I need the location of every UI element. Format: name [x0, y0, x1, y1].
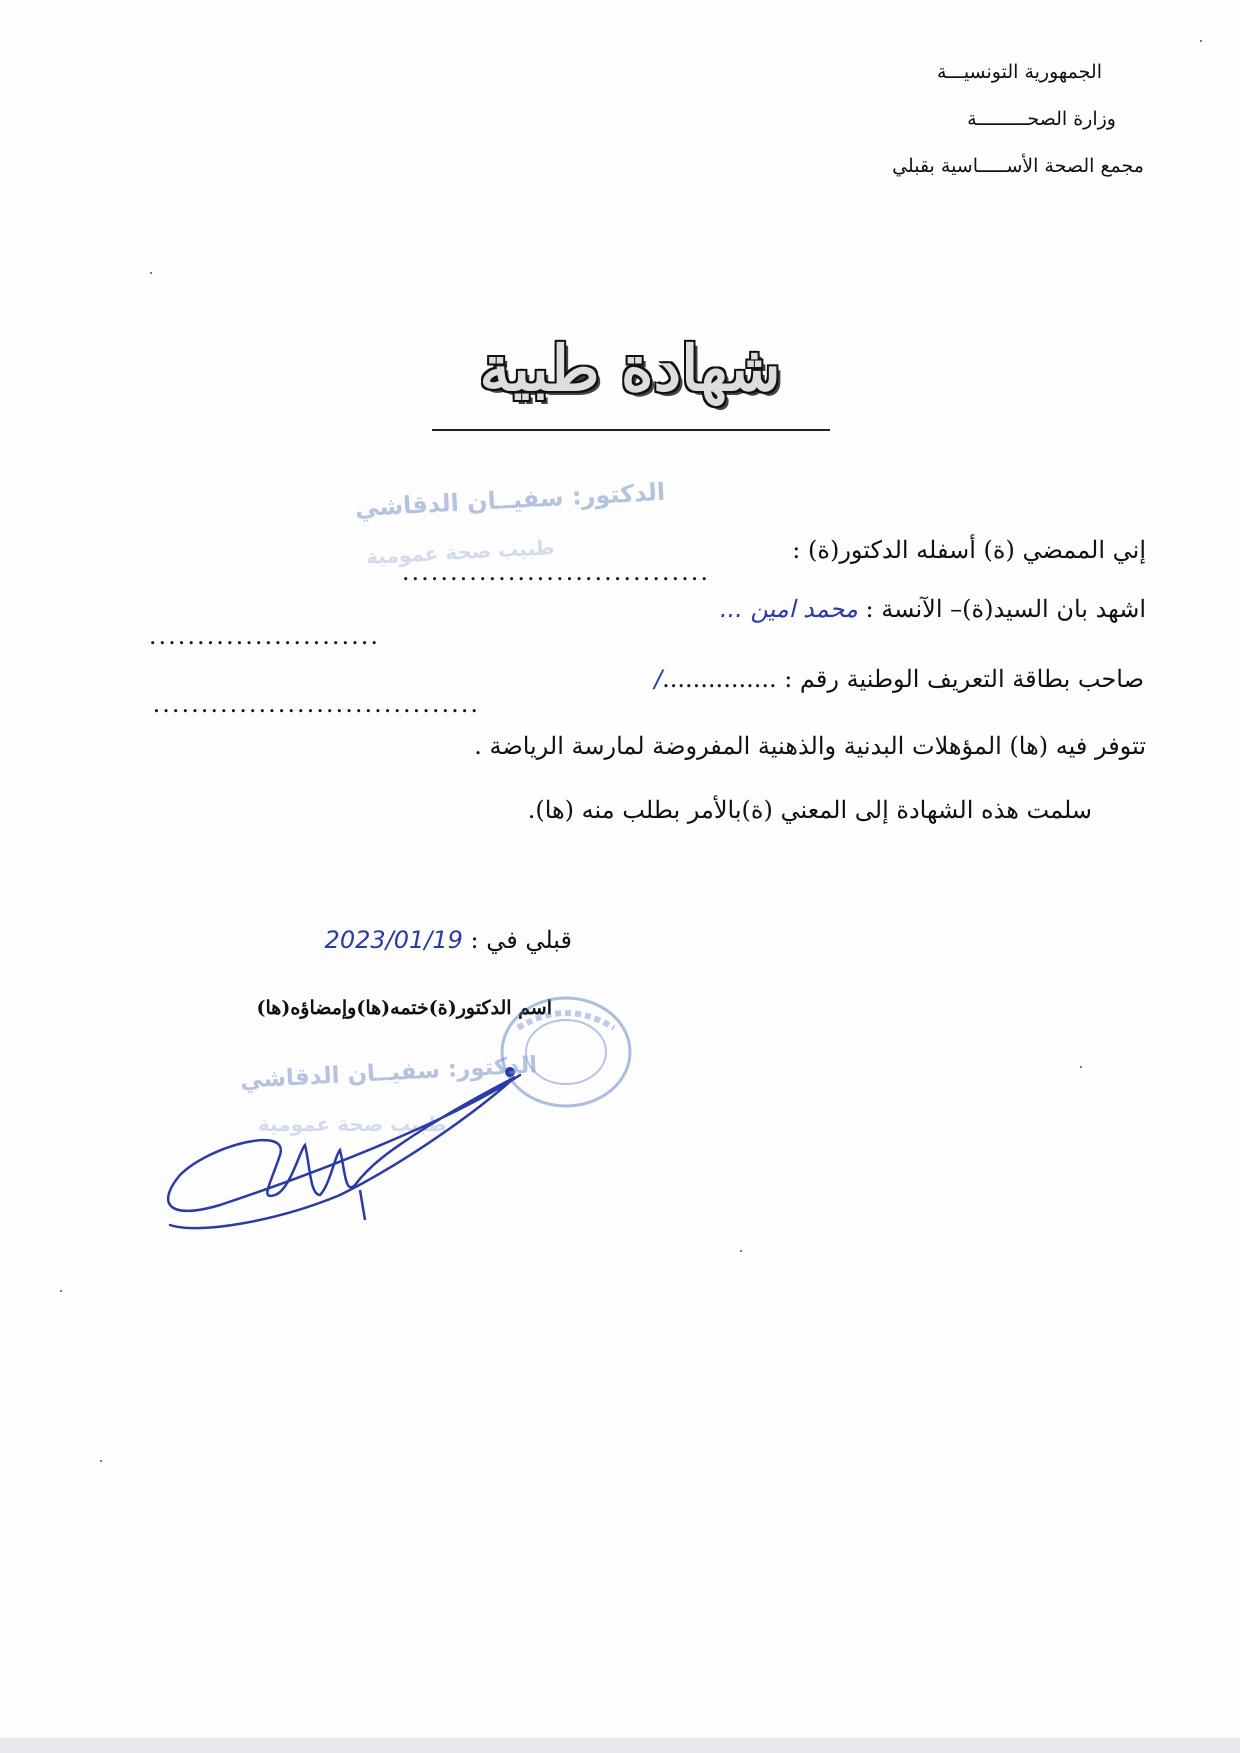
scan-speck — [1080, 1066, 1082, 1068]
scan-edge — [0, 1738, 1240, 1753]
title-underline — [432, 429, 830, 431]
scan-speck — [60, 1290, 62, 1292]
doctor-stamp-role-2: طبيب صحة عمومية — [258, 1112, 447, 1136]
date-line — [325, 926, 572, 954]
fitness-statement: تتوفر فيه (ها) المؤهلات البدنية والذهنية المفروضة لمارسة الرياضة . — [474, 732, 1146, 760]
doctor-stamp-name: الدكتور: سفيــان الدقاشي — [354, 477, 666, 523]
document-title: شهادة طبية — [479, 332, 781, 405]
ministry-name: وزارة الصحـــــــــة — [967, 108, 1116, 130]
patient-statement — [720, 595, 1146, 623]
scan-speck — [740, 1250, 742, 1252]
id-card-handwritten: / — [654, 665, 663, 693]
doctor-name-blank: ................................ — [401, 558, 710, 586]
id-card-statement — [654, 665, 1144, 693]
patient-label: اشهد بان السيد(ة)– الآنسة : — [865, 595, 1146, 623]
date-label: قبلي في : — [470, 926, 572, 954]
republic-name: الجمهورية التونسيـــة — [936, 61, 1102, 83]
doctor-stamp-name-2: الدكتور: سفيــان الدقاشي — [239, 1052, 538, 1094]
scan-speck — [150, 272, 152, 274]
patient-name-blank: ........................ — [148, 622, 380, 650]
id-card-blank: .................................. — [152, 690, 480, 718]
issuance-statement: سلمت هذه الشهادة إلى المعني (ة)بالأمر بطلب منه (ها). — [527, 796, 1092, 824]
scan-speck — [100, 1460, 102, 1462]
doctor-statement: إني الممضي (ة) أسفله الدكتور(ة) : — [792, 536, 1146, 564]
scan-speck — [1200, 40, 1202, 42]
id-card-label: صاحب بطاقة التعريف الوطنية رقم : ............... — [662, 665, 1144, 693]
date-handwritten: 2023/01/19 — [324, 926, 463, 954]
patient-name-handwritten: محمد امين ... — [719, 595, 858, 623]
doctor-stamp-role: طبيب صحة عمومية — [365, 535, 555, 569]
handwritten-signature-icon — [160, 1055, 540, 1255]
health-center-name: مجمع الصحة الأســـــاسية بقبلي — [892, 155, 1144, 177]
signature-label: اسم الدكتور(ة)ختمه(ها)وإمضاؤه(ها) — [256, 997, 552, 1019]
